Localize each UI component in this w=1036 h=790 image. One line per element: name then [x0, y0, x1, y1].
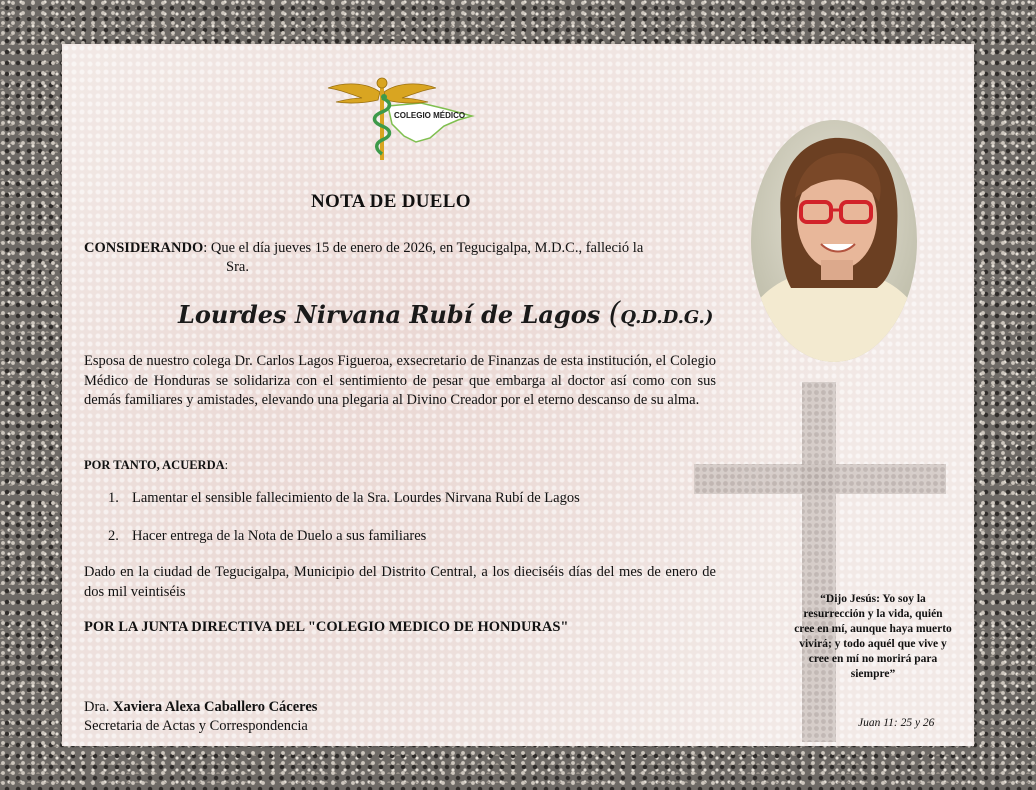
considerando-paragraph: [84, 239, 716, 277]
qddg-suffix: Q.D.D.G.): [620, 307, 714, 328]
list-item-text: Lamentar el sensible fallecimiento de la Sra. Lourdes Nirvana Rubí de Lagos: [132, 490, 580, 506]
signature-block: [84, 698, 317, 736]
list-item-number: 2.: [108, 528, 119, 544]
considerando-label: CONSIDERANDO: [84, 240, 204, 256]
por-tanto-label: POR TANTO, ACUERDA: [84, 458, 225, 472]
deceased-name: [178, 296, 713, 331]
por-tanto-colon: :: [224, 458, 229, 472]
esposa-paragraph: Esposa de nuestro colega Dr. Carlos Lagos Figueroa, exsecretario de Finanzas de esta institución, el Colegio Médico de Honduras se solidariza con el sentimiento de pesar que embarga al doctor así como con sus demás familiares y amistades, elevando una plegaria al Divino Creador por el eterno descanso de su alma.: [84, 353, 716, 408]
page-title: NOTA DE DUELO: [311, 191, 471, 212]
list-item-number: 1.: [108, 490, 119, 506]
por-tanto-heading: [84, 458, 228, 473]
cross-icon: [694, 382, 946, 742]
deceased-name-text: Lourdes Nirvana Rubí de Lagos: [178, 300, 601, 329]
signature-name: Xaviera Alexa Caballero Cáceres: [113, 699, 318, 715]
bible-quote-reference: Juan 11: 25 y 26: [858, 717, 935, 729]
list-item: [108, 528, 426, 545]
paren-open: (: [608, 296, 621, 331]
signature-role: Secretaria de Actas y Correspondencia: [84, 718, 308, 734]
bible-quote: “Dijo Jesús: Yo soy la resurrección y la vida, quién cree en mí, aunque haya muerto vivirá; y todo aquél que vive y cree en mí no morirá para siempre”: [794, 593, 952, 680]
considerando-text: : Que el día jueves 15 de enero de 2026, en Tegucigalpa, M.D.C., falleció la: [203, 240, 644, 256]
portrait-photo: [751, 120, 917, 362]
dado-paragraph: Dado en la ciudad de Tegucigalpa, Municipio del Distrito Central, a los dieciséis días del mes de enero de dos mil veintiséis: [84, 564, 716, 600]
list-item-text: Hacer entrega de la Nota de Duelo a sus familiares: [132, 528, 427, 544]
junta-line: POR LA JUNTA DIRECTIVA DEL "COLEGIO MEDICO DE HONDURAS": [84, 619, 569, 635]
signature-prefix: Dra.: [84, 699, 113, 715]
considerando-text-cont: Sra.: [226, 259, 249, 275]
list-item: [108, 490, 580, 507]
logo-text: COLEGIO MÉDICO: [394, 111, 466, 120]
